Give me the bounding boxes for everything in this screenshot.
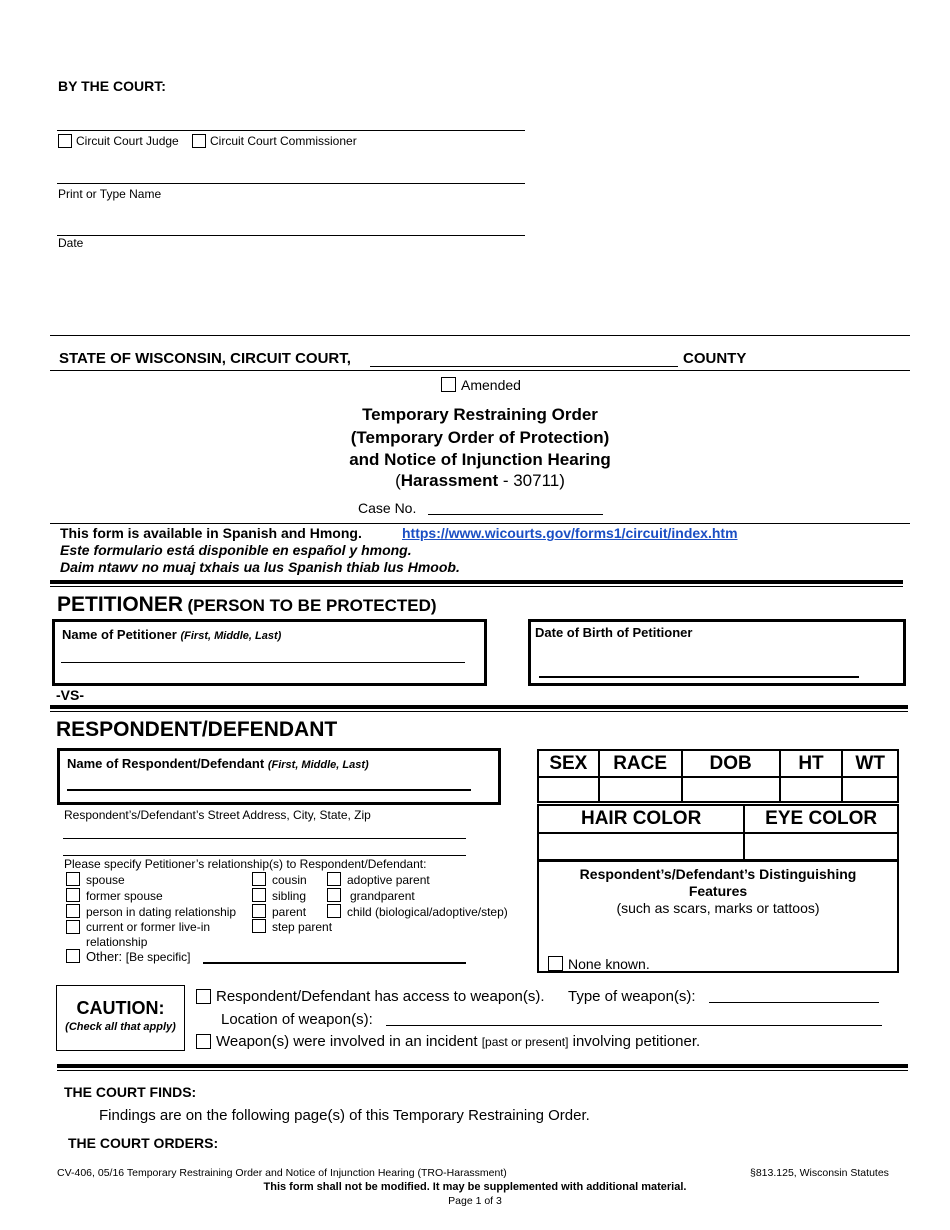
rel-other-label: Other:: [86, 949, 123, 964]
judge-signature-line[interactable]: [57, 130, 525, 131]
weapon-incident-label-b: [past or present]: [481, 1035, 569, 1049]
rel-live-in-label-2: relationship: [86, 935, 148, 949]
rel-dating-checkbox[interactable]: [66, 904, 80, 918]
rel-child-label: child (biological/adoptive/step): [347, 905, 508, 919]
descriptor-table: [537, 749, 899, 803]
circuit-court-judge-checkbox[interactable]: [58, 134, 72, 148]
respondent-name-box[interactable]: [57, 748, 501, 805]
circuit-court-commissioner-checkbox[interactable]: [192, 134, 206, 148]
language-top-rule: [50, 523, 910, 524]
petitioner-dob-box[interactable]: [528, 619, 906, 686]
header-top-rule: [50, 335, 910, 336]
petitioner-dob-label: Date of Birth of Petitioner: [535, 625, 693, 640]
weapon-access-checkbox[interactable]: [196, 989, 211, 1004]
date-label: Date: [58, 236, 84, 250]
petitioner-name-label: Name of Petitioner: [62, 627, 177, 642]
footer-form-id: CV-406, 05/16 Temporary Restraining Order and Notice of Injunction Hearing (TRO-Harassment): [57, 1167, 507, 1179]
rel-spouse-checkbox[interactable]: [66, 872, 80, 886]
rel-live-in-label-1: current or former live-in: [86, 920, 211, 934]
title-line-4: [280, 471, 680, 491]
rel-grandparent-checkbox[interactable]: [327, 888, 341, 902]
wt-header: WT: [842, 750, 898, 777]
features-hint: (such as scars, marks or tattoos): [616, 900, 820, 916]
section-divider-petitioner-thin: [50, 586, 903, 587]
ht-header: HT: [780, 750, 843, 777]
amended-label: Amended: [461, 377, 521, 393]
petitioner-dob-line[interactable]: [539, 676, 859, 678]
distinguishing-features-box[interactable]: [537, 859, 899, 973]
respondent-address-line-2[interactable]: [63, 855, 466, 856]
rel-cousin-label: cousin: [272, 873, 307, 887]
language-notice-hmong: Daim ntawv no muaj txhais ua lus Spanish thiab lus Hmoob.: [60, 559, 460, 575]
respondent-address-line-1[interactable]: [63, 838, 466, 839]
ht-cell[interactable]: [780, 777, 843, 802]
sex-header: SEX: [538, 750, 599, 777]
petitioner-heading-main: PETITIONER: [57, 593, 184, 616]
title-paren-open: (: [395, 471, 401, 490]
weapon-location-line[interactable]: [386, 1025, 882, 1026]
print-name-line[interactable]: [57, 183, 525, 184]
rel-spouse-label: spouse: [86, 873, 125, 887]
case-no-line[interactable]: [428, 514, 603, 515]
rel-step-parent-label: step parent: [272, 920, 333, 934]
weapon-type-line[interactable]: [709, 1002, 879, 1003]
case-no-label: Case No.: [358, 500, 417, 516]
caution-subtitle: (Check all that apply): [65, 1021, 176, 1033]
race-header: RACE: [599, 750, 682, 777]
eye-color-cell[interactable]: [744, 833, 898, 860]
respondent-name-label-row: [67, 756, 369, 771]
rel-parent-checkbox[interactable]: [252, 904, 266, 918]
title-code: - 30711): [498, 471, 565, 490]
header-bottom-rule: [50, 370, 910, 371]
respondent-name-label: Name of Respondent/Defendant: [67, 756, 265, 771]
rel-cousin-checkbox[interactable]: [252, 872, 266, 886]
court-finds-heading: THE COURT FINDS:: [64, 1084, 197, 1100]
by-the-court-heading: BY THE COURT:: [58, 78, 166, 94]
petitioner-heading: [57, 593, 437, 617]
rel-sibling-checkbox[interactable]: [252, 888, 266, 902]
weapon-incident-label-c: involving petitioner.: [572, 1033, 701, 1050]
weapon-incident-checkbox[interactable]: [196, 1034, 211, 1049]
caution-box: [56, 985, 185, 1051]
title-line-3: and Notice of Injunction Hearing: [349, 450, 611, 469]
caution-title: CAUTION:: [76, 998, 165, 1018]
court-orders-heading: THE COURT ORDERS:: [68, 1135, 219, 1151]
footer-notice: This form shall not be modified. It may be supplemented with additional material.: [263, 1181, 687, 1193]
title-line-2: (Temporary Order of Protection): [350, 428, 610, 447]
state-court-label: STATE OF WISCONSIN, CIRCUIT COURT,: [59, 350, 351, 367]
rel-dating-label: person in dating relationship: [86, 905, 237, 919]
none-known-label: None known.: [568, 956, 650, 972]
none-known-checkbox[interactable]: [548, 956, 563, 971]
section-divider-findings: [57, 1064, 908, 1068]
weapon-type-label: Type of weapon(s):: [568, 988, 696, 1005]
section-divider-findings-thin: [57, 1070, 908, 1071]
footer-statute: §813.125, Wisconsin Statutes: [750, 1167, 889, 1179]
race-cell[interactable]: [599, 777, 682, 802]
rel-live-in-checkbox[interactable]: [66, 920, 80, 934]
weapon-location-label: Location of weapon(s):: [221, 1011, 373, 1028]
section-divider-respondent: [50, 705, 908, 709]
features-label-2: Features: [688, 883, 748, 899]
weapon-access-label: Respondent/Defendant has access to weapon(s).: [216, 988, 545, 1005]
rel-grandparent-label: grandparent: [350, 889, 415, 903]
vs-label: -VS-: [56, 687, 84, 703]
rel-other-line[interactable]: [203, 962, 466, 964]
respondent-name-hint: (First, Middle, Last): [267, 759, 369, 771]
language-notice-english: This form is available in Spanish and Hmong.: [60, 525, 362, 541]
petitioner-name-label-row: [62, 627, 281, 642]
circuit-court-judge-label: Circuit Court Judge: [76, 134, 179, 148]
weapon-incident-row: [216, 1033, 700, 1050]
title-harassment: Harassment: [400, 471, 499, 490]
wt-cell[interactable]: [842, 777, 898, 802]
print-name-label: Print or Type Name: [58, 187, 162, 201]
dob-cell[interactable]: [682, 777, 780, 802]
rel-adoptive-parent-checkbox[interactable]: [327, 872, 341, 886]
respondent-name-line[interactable]: [67, 789, 471, 791]
petitioner-name-line[interactable]: [61, 662, 465, 663]
respondent-heading: RESPONDENT/DEFENDANT: [56, 718, 338, 741]
rel-parent-label: parent: [272, 905, 307, 919]
footer-page-number: Page 1 of 3: [448, 1195, 502, 1207]
hair-color-cell[interactable]: [538, 833, 744, 860]
features-label-1: Respondent’s/Defendant’s Distinguishing: [579, 866, 857, 882]
title-line-1: Temporary Restraining Order: [362, 405, 598, 424]
sex-cell[interactable]: [538, 777, 599, 802]
rel-former-spouse-label: former spouse: [86, 889, 163, 903]
section-divider-petitioner: [50, 580, 903, 584]
petitioner-heading-sub: (PERSON TO BE PROTECTED): [187, 596, 437, 615]
rel-other-row: [86, 949, 190, 964]
rel-other-checkbox[interactable]: [66, 949, 80, 963]
petitioner-name-hint: (First, Middle, Last): [180, 630, 282, 642]
circuit-court-commissioner-label: Circuit Court Commissioner: [210, 134, 357, 148]
eye-color-header: EYE COLOR: [744, 805, 898, 833]
weapon-incident-label-a: Weapon(s) were involved in an incident: [216, 1033, 478, 1050]
dob-header: DOB: [682, 750, 780, 777]
rel-former-spouse-checkbox[interactable]: [66, 888, 80, 902]
rel-child-checkbox[interactable]: [327, 904, 341, 918]
respondent-address-label: Respondent’s/Defendant’s Street Address, City, State, Zip: [64, 808, 371, 822]
hair-eye-table: [537, 804, 899, 861]
county-name-line[interactable]: [370, 366, 678, 367]
relationship-prompt: Please specify Petitioner’s relationship(s) to Respondent/Defendant:: [64, 857, 427, 871]
wicourts-forms-link[interactable]: https://www.wicourts.gov/forms1/circuit/index.htm: [402, 525, 738, 541]
amended-checkbox[interactable]: [441, 377, 456, 392]
rel-other-hint: [Be specific]: [125, 950, 191, 964]
language-notice-spanish: Este formulario está disponible en español y hmong.: [60, 542, 412, 558]
county-label: COUNTY: [683, 350, 747, 367]
findings-text: Findings are on the following page(s) of this Temporary Restraining Order.: [99, 1107, 590, 1124]
section-divider-respondent-thin: [50, 711, 908, 712]
date-line[interactable]: [57, 235, 525, 236]
rel-sibling-label: sibling: [272, 889, 307, 903]
rel-adoptive-parent-label: adoptive parent: [347, 873, 430, 887]
petitioner-name-box[interactable]: [52, 619, 487, 686]
hair-color-header: HAIR COLOR: [538, 805, 744, 833]
rel-step-parent-checkbox[interactable]: [252, 919, 266, 933]
